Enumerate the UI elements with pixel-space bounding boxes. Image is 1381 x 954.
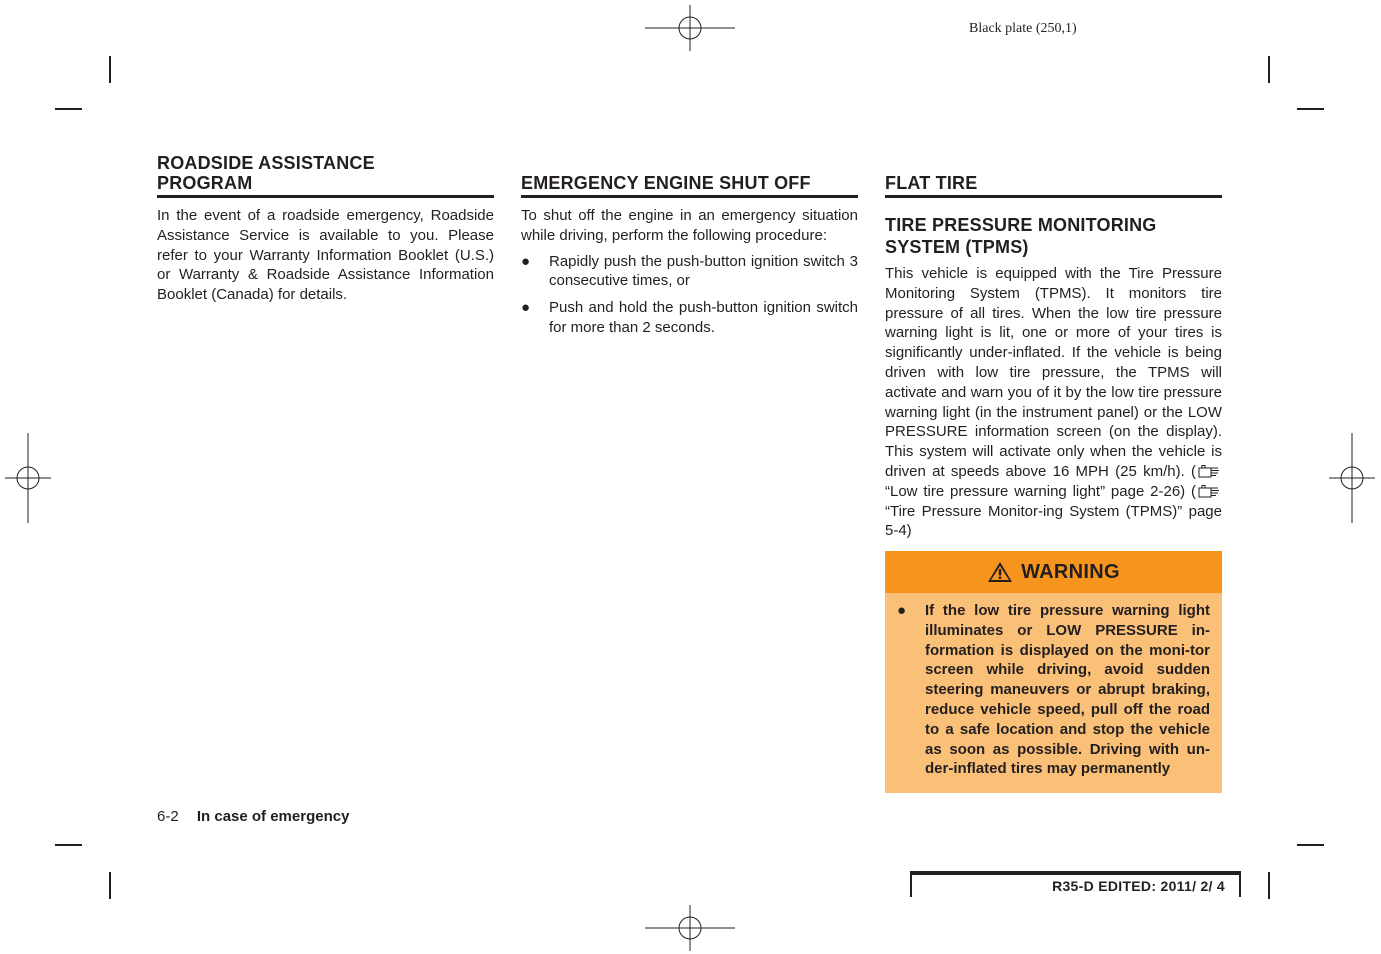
warning-triangle-icon (987, 561, 1013, 583)
flat-tire-section (885, 173, 1222, 541)
section-heading: EMERGENCY ENGINE SHUT OFF (521, 173, 858, 198)
warning-box (885, 551, 1222, 793)
warning-title: WARNING (1021, 560, 1120, 583)
warning-body (885, 593, 1222, 793)
roadside-assistance-section (157, 153, 494, 305)
warning-header (885, 551, 1222, 593)
pointing-hand-reference-icon (1198, 485, 1220, 498)
list-item: ● Rapidly push the push-button ignition switch 3 consecutive times, or (521, 252, 858, 290)
chapter-title: In case of emergency (196, 808, 350, 825)
section-heading: FLAT TIRE (885, 173, 1222, 198)
roadside-paragraph: In the event of a roadside emergency, Roadside Assistance Service is available to you. Please refer to your Warranty Information Booklet (U.S.) or Warranty & Roadside Assistance Information Booklet (Canada) for details. (157, 207, 494, 304)
registration-target-icon (645, 5, 735, 51)
registration-target-icon (645, 905, 735, 951)
emergency-engine-section (521, 173, 858, 338)
procedure-list (521, 252, 858, 338)
registration-target-icon (1329, 433, 1375, 523)
section-heading: ROADSIDE ASSISTANCE PROGRAM (157, 153, 375, 193)
page-footer (157, 808, 349, 825)
page-number: 6-2 (157, 808, 179, 825)
tpms-subheading: TIRE PRESSURE MONITORING SYSTEM (TPMS) (885, 215, 1157, 257)
list-item: ● Push and hold the push-button ignition switch for more than 2 seconds. (521, 299, 858, 336)
plate-label: Black plate (250,1) (969, 21, 1077, 36)
registration-target-icon (5, 433, 51, 523)
pointing-hand-reference-icon (1198, 465, 1220, 478)
tpms-paragraph: This vehicle is equipped with the Tire Pressure Monitoring System (TPMS). It monitors tire pressure of all tires. When the low tire pressure warning light is lit, one or more of your tires is significantly under-inflated. If the vehicle is being driven with low tire pressure, the TPMS will activate and warn you of it by the low tire pressure warning light (in the instrument panel) or the LOW PRESSURE information screen (on the display). This system will activate only when the vehicle is driven at speeds above 16 MPH (25 km/h). (“Low tire pressure warning light” page 2-26) (“Tire Pressure Monitor-ing System (TPMS)” page 5-4) (885, 265, 1222, 540)
warning-item: ● If the low tire pressure warning light illuminates or LOW PRESSURE in-formation is displayed on the moni-tor screen while driving, avoid sudden steering maneuvers or abrupt braking, reduce vehicle speed, pull off the road to a safe location and stop the vehicle as soon as possible. Driving with un-der-inflated tires may permanently (897, 602, 1210, 778)
edited-stamp: R35-D EDITED: 2011/ 2/ 4 (1052, 878, 1225, 894)
engine-shutoff-paragraph: To shut off the engine in an emergency situation while driving, perform the following procedure: (521, 207, 858, 244)
edited-stamp-box (910, 871, 1241, 897)
